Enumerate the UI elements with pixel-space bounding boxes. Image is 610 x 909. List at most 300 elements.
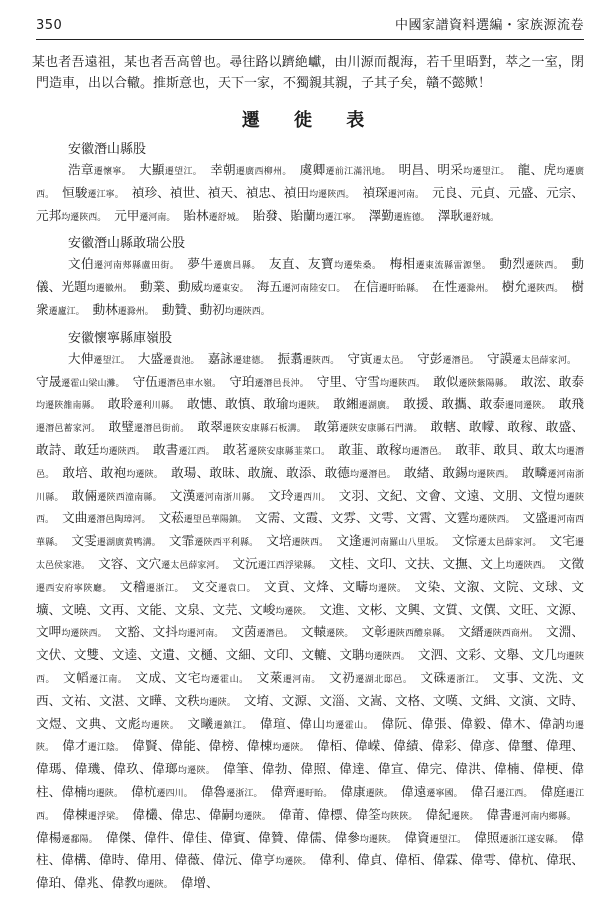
migration-entry <box>301 624 354 639</box>
person-name: 元良、元貞、元盛、元宗、元邦 <box>36 184 585 223</box>
person-name: 文稽 <box>119 578 146 594</box>
intro-paragraph: 某也者吾遠祖，某也者吾高曾也。尋往路以躋絶巘，由川源而覩海，若千里晤對，萃之一室，閉門造車，出以合轍。推斯意也，天下一家，不獨親其親，子其子矣，贛不懿歟！ <box>32 55 584 91</box>
person-name: 文轅 <box>300 624 327 640</box>
destination-note: 均遷陝西。 <box>61 629 107 640</box>
migration-entry <box>329 556 551 571</box>
destination-note: 遷望江。 <box>93 355 130 366</box>
destination-note: 遷河南。 <box>282 674 321 685</box>
book-title: 中國家譜資料選編・家族源流卷 <box>394 18 584 33</box>
person-name: 偉書 <box>486 806 513 822</box>
person-name: 禎琛 <box>362 184 388 200</box>
person-name: 文淵、文伏、文雙、文逵、文遺、文樋、文細、文印、文轆、文聃 <box>36 624 584 663</box>
migration-entry <box>487 351 576 366</box>
person-name: 文貢、文烽、文疇 <box>264 578 369 594</box>
destination-note: 均遷潛邑。 <box>350 469 396 480</box>
page-number: 350 <box>36 18 63 33</box>
destination-note: 遷江陰。 <box>87 743 125 754</box>
destination-note: 遷江西。 <box>178 446 215 457</box>
person-name: 文培 <box>266 533 292 549</box>
destination-note: 遷浙江。 <box>226 788 263 799</box>
destination-note: 遷陝安康縣韮菜口。 <box>248 446 331 457</box>
destination-note: 遷浮梁。 <box>87 811 125 822</box>
migration-entry <box>197 419 306 434</box>
migration-entry <box>108 396 179 411</box>
person-name: 文曦 <box>187 715 214 731</box>
destination-note: 均遷陝。 <box>368 583 407 594</box>
migration-entry <box>187 396 325 411</box>
destination-note: 遷寧國。 <box>426 788 463 799</box>
destination-note: 遷江西。 <box>36 788 584 822</box>
migration-entry <box>338 442 447 457</box>
destination-note: 均遷陝西。 <box>309 189 355 200</box>
destination-note: 均遷陝。 <box>288 401 326 412</box>
person-name: 文盛 <box>522 510 548 526</box>
destination-note: 遷潛邑陶璋河。 <box>87 515 151 526</box>
migration-entry <box>133 374 222 389</box>
destination-note: 均遷陝西。 <box>469 515 515 526</box>
person-name: 樹允 <box>501 279 528 295</box>
migration-entry <box>333 396 395 411</box>
destination-note: 均陝陝。 <box>380 811 418 822</box>
entry-indent <box>36 351 68 366</box>
migration-entry <box>98 556 224 571</box>
migration-entry <box>404 465 514 480</box>
person-name: 偉栢、偉嵘、偉績、偉彩、偉彦、偉璽、偉理、偉瑪、偉璣、偉玖、偉瑯 <box>36 738 585 777</box>
person-name: 敢第 <box>313 419 340 435</box>
person-name: 貽林 <box>183 207 209 223</box>
destination-note: 遷東流縣雷源堡。 <box>415 261 492 272</box>
section-title: 遷 徙 表 <box>241 110 379 131</box>
migration-entry <box>170 488 260 503</box>
migration-entry <box>187 716 252 731</box>
person-name: 在信 <box>353 279 379 295</box>
person-name: 敢培、敢袍 <box>62 464 127 480</box>
destination-note: 遷陝西。 <box>527 284 564 295</box>
person-name: 守謨 <box>486 350 513 366</box>
person-name: 文沅 <box>232 555 258 571</box>
migration-entry <box>109 419 190 434</box>
person-name: 海五 <box>256 279 282 295</box>
destination-note: 遷望邑華陽鎮。 <box>183 515 247 526</box>
migration-entry <box>132 807 271 822</box>
destination-note: 均遷霍山。 <box>325 720 374 731</box>
destination-note: 遷江南。 <box>89 674 128 685</box>
destination-note: 遷湖北邸邑。 <box>355 674 413 685</box>
person-name: 敢書 <box>153 441 179 457</box>
person-name: 文成、文宅 <box>135 669 201 685</box>
person-name: 敢菲、敢貝、敢太 <box>455 441 557 457</box>
migration-entry <box>271 784 333 799</box>
destination-note: 均遷望江。 <box>463 167 510 177</box>
person-name: 文容、文穴 <box>98 555 162 571</box>
person-name: 偉欉、偉忠、偉嗣 <box>132 806 235 822</box>
destination-note: 遷望江。 <box>429 834 467 845</box>
destination-note: 遷霍山梁山灘。 <box>61 378 125 389</box>
person-name: 文逢 <box>336 533 362 549</box>
destination-note: 遷河南浙川縣。 <box>36 469 585 503</box>
migration-entry <box>153 442 215 457</box>
entry-indent <box>36 162 68 177</box>
destination-note: 均遷陝。 <box>199 697 236 708</box>
person-name: 偉康 <box>340 783 366 799</box>
destination-note: 遷太邑薛家河。 <box>512 355 577 366</box>
destination-note: 均遷徽州。 <box>86 284 132 295</box>
migration-entry <box>433 374 513 389</box>
person-name: 振翥 <box>277 350 303 366</box>
migration-entry <box>72 488 162 503</box>
migration-entry <box>471 784 533 799</box>
migration-entry <box>68 256 179 271</box>
person-name: 偉柱、偉構、偉時、偉用、偉薇、偉沅、偉亨 <box>36 829 584 868</box>
person-name: 文堉、文源、文淄、文嵩、文格、文嘆、文緝、文演、文時、文煜、文典、文彪 <box>36 692 585 731</box>
migration-entry <box>389 256 491 271</box>
person-name: 偉阮、偉張、偉毅、偉木、偉訥 <box>381 715 566 731</box>
person-name: 敢緖、敢錫 <box>403 464 468 480</box>
destination-note: 遷陝西。 <box>291 538 329 549</box>
person-name: 文桂、文印、文扶、文撫、文上 <box>328 555 506 571</box>
migration-entry <box>229 374 309 389</box>
person-name: 文染、文溆、文院、文球、文壙、文曉、文再、文能、文泉、文芫、文峻 <box>36 578 584 617</box>
migration-entry <box>300 162 391 177</box>
person-name: 動儀、光題 <box>36 256 584 295</box>
destination-note: 遷江西。 <box>496 788 533 799</box>
person-name: 貽發、貽蘭 <box>252 207 316 223</box>
person-name: 梅相 <box>389 256 416 272</box>
migration-entry <box>253 208 361 223</box>
migration-entry <box>336 533 444 548</box>
person-name: 偉增、 <box>180 875 219 891</box>
migration-entry <box>138 351 200 366</box>
destination-note: 遷四川。 <box>156 788 193 799</box>
person-name: 偉庭 <box>540 783 566 799</box>
destination-note: 遷舒城。 <box>462 212 499 223</box>
destination-note: 遷袁口。 <box>218 583 256 594</box>
destination-note: 均遷陝。 <box>272 743 309 754</box>
migration-entry <box>499 256 563 271</box>
destination-note: 遷陝安康縣石門溝。 <box>339 424 423 435</box>
destination-note: 遷湖廣黄鸭溝。 <box>96 538 161 549</box>
person-name: 浩章 <box>68 162 94 177</box>
branch-title: 安徽潛山縣敢瑞公股 <box>68 236 186 252</box>
destination-note: 遷滁州。 <box>457 284 494 295</box>
destination-note: 均遷陝。 <box>275 606 312 617</box>
destination-note: 均遷陝西。 <box>61 212 107 223</box>
person-name: 偉才 <box>62 738 88 754</box>
destination-note: 遷鄱陽。 <box>61 834 98 845</box>
person-name: 文茵 <box>231 624 257 640</box>
migration-entry <box>139 162 202 177</box>
migration-entry <box>369 208 430 223</box>
person-name: 偉筆、偉勃、偉照、偉達、偉宣、偉完、偉洪、偉楠、偉梗、偉柱、偉楠 <box>36 761 585 799</box>
migration-entry <box>114 208 175 223</box>
destination-note: 遷浙江遂安縣。 <box>499 834 564 845</box>
migration-entry <box>62 807 124 822</box>
person-name: 敢倆 <box>71 487 98 503</box>
migration-entry <box>68 351 130 366</box>
destination-note: 遷太邑薛家河。 <box>477 538 542 549</box>
person-name: 守彭 <box>417 350 443 366</box>
destination-note: 遷河南羅山八里坂。 <box>361 538 445 549</box>
migration-entry <box>93 302 154 317</box>
person-name: 文豁、文抖 <box>114 624 178 640</box>
person-name: 偉利、偉貞、偉栢、偉霖、偉雩、偉杭、偉珉、偉珀、偉兆、偉教 <box>36 852 584 891</box>
migration-entry <box>260 716 374 731</box>
migration-entry <box>452 533 541 548</box>
migration-entry <box>131 784 193 799</box>
destination-note: 遷滁州。 <box>117 306 154 317</box>
migration-entry <box>187 256 260 271</box>
migration-entry <box>171 465 396 480</box>
destination-note: 遷鎮江。 <box>213 720 252 731</box>
destination-note: 遷潛邑街前。 <box>134 424 190 435</box>
destination-note: 遷西安府寧陝廳。 <box>36 583 112 594</box>
destination-note: 均遷陝。 <box>126 469 164 480</box>
destination-note: 均遷陝。 <box>177 766 216 777</box>
destination-note: 遷陝西。 <box>302 355 340 366</box>
migration-entry <box>399 162 510 177</box>
destination-note: 遷西川。 <box>293 492 331 503</box>
person-name: 文漢 <box>169 487 196 503</box>
migration-entry <box>169 533 258 548</box>
destination-note: 遷陝西潼南縣。 <box>97 492 162 503</box>
migration-entry <box>257 670 321 685</box>
migration-entry <box>208 351 270 366</box>
migration-entry <box>314 419 423 434</box>
destination-note: 均遷廣西。 <box>36 167 584 200</box>
destination-note: 均遷陝。 <box>36 720 585 754</box>
person-name: 偉紀 <box>425 806 452 822</box>
destination-note: 均遷陝西。 <box>379 378 426 389</box>
destination-note: 均遷潛邑。 <box>401 446 448 457</box>
destination-note: 均遷陝。 <box>136 880 173 891</box>
person-name: 虞卿 <box>299 162 326 177</box>
destination-note: 遷廣西柳州。 <box>235 167 292 177</box>
person-name: 偉資 <box>404 829 430 845</box>
destination-note: 遷湖廣。 <box>358 401 396 412</box>
person-name: 友直、友寶 <box>268 256 335 272</box>
person-name: 偉莆、偉標、偉筌 <box>279 806 381 822</box>
person-name: 偉賢、偉能、偉榜、偉棟 <box>132 738 273 754</box>
person-name: 偉杭 <box>131 783 157 799</box>
migration-entry <box>181 875 219 890</box>
person-name: 偉魯 <box>200 783 227 799</box>
person-name: 夢牛 <box>187 256 214 272</box>
migration-entry <box>458 624 538 639</box>
destination-note: 均遷江寧。 <box>315 212 361 223</box>
person-name: 動業、動威 <box>140 279 204 295</box>
destination-note: 遷懷寧。 <box>93 167 132 177</box>
person-name: 文雯 <box>71 533 97 549</box>
person-name: 偉照 <box>474 829 500 845</box>
destination-note: 遷浙江。 <box>446 674 485 685</box>
migration-entry <box>361 624 450 639</box>
destination-note: 遷舒城。 <box>208 212 245 223</box>
person-name: 文徵 <box>558 555 584 571</box>
migration-entry <box>162 302 270 317</box>
destination-note: 遷陝安康縣石板溝。 <box>223 424 306 435</box>
migration-entry <box>36 374 125 389</box>
person-name: 文彰 <box>361 624 387 640</box>
migration-entry <box>279 807 418 822</box>
person-name: 守珀 <box>229 373 255 389</box>
destination-note: 均遷陝西。 <box>36 492 584 526</box>
person-name: 文幍 <box>63 669 90 685</box>
destination-note: 遷太邑薛家河。 <box>161 560 225 571</box>
person-name: 敢韮、敢稼 <box>338 441 402 457</box>
migration-entry <box>269 256 382 271</box>
branch-title: 安徽潛山縣股 <box>68 142 147 157</box>
destination-note: 遷陝西。 <box>525 261 564 272</box>
migration-entry <box>115 624 224 639</box>
destination-note: 遷貴池。 <box>163 355 200 366</box>
destination-note: 均遷陝西。 <box>505 560 551 571</box>
person-name: 禎珍、禎世、禎天、禎忠、禎田 <box>131 184 310 200</box>
destination-note: 遷陝紫陽縣。 <box>458 378 513 389</box>
migration-entry <box>62 185 124 200</box>
migration-entry <box>120 579 184 594</box>
destination-note: 遷河南西華縣。 <box>36 515 585 549</box>
migration-entry <box>36 830 98 845</box>
header-rule <box>36 39 584 40</box>
destination-note: 遷潛邑蓄家河。 <box>36 424 101 435</box>
migration-entry <box>420 670 484 685</box>
destination-note: 遷浙江。 <box>146 583 184 594</box>
migration-entry <box>159 510 247 525</box>
destination-note: 遷河南浙川縣。 <box>195 492 261 503</box>
destination-note: 遷太邑侯家港。 <box>36 538 584 571</box>
destination-note: 遷利川縣。 <box>133 401 179 412</box>
migration-entry <box>183 208 244 223</box>
person-name: 文泗、文彩、文舉、文几 <box>417 647 557 663</box>
destination-note: 遷江寧。 <box>87 189 124 200</box>
destination-note: 遷廬江。 <box>48 306 85 317</box>
person-name: 文菘 <box>158 510 184 526</box>
destination-note: 均遷柴桑。 <box>334 261 382 272</box>
migration-entry <box>255 510 515 525</box>
person-name: 文曲 <box>62 510 88 526</box>
destination-note: 遷陝。 <box>451 811 479 822</box>
destination-note: 遷同遷陝。 <box>505 401 551 412</box>
destination-note: 均遷陝。 <box>234 811 271 822</box>
destination-note: 遷潛邑。 <box>256 629 293 640</box>
person-name: 文悰 <box>452 533 478 549</box>
destination-note: 均遷陝雒南縣。 <box>36 401 100 412</box>
destination-note: 均遷陝。 <box>275 857 312 868</box>
migration-entry <box>223 442 330 457</box>
person-name: 動贊、動初 <box>161 301 225 317</box>
destination-note: 遷河南陸安口。 <box>281 284 346 295</box>
person-name: 大盛 <box>137 350 164 366</box>
migration-entry <box>317 374 425 389</box>
destination-note: 遷陝。 <box>326 629 354 640</box>
migration-entry <box>404 830 466 845</box>
person-name: 文萊 <box>256 669 283 685</box>
person-name: 澤勤 <box>368 207 394 223</box>
person-name: 敢璧 <box>108 419 135 435</box>
migration-entry <box>426 807 479 822</box>
destination-note: 均遷霍山。 <box>201 674 249 685</box>
migration-entry <box>140 279 249 294</box>
branch-title: 安徽懷寧縣庫嶺股 <box>68 330 173 346</box>
migration-entry <box>231 624 293 639</box>
person-name: 敢轄、敢幪、敢稼、敢盛、敢詩、敢廷 <box>36 419 585 457</box>
person-name: 動烈 <box>499 256 526 272</box>
person-name: 敢浤、敢泰 <box>520 373 584 389</box>
entry-indent <box>36 256 68 271</box>
person-name: 偉齊 <box>270 783 296 799</box>
person-name: 守伍 <box>132 373 158 389</box>
migration-entry <box>201 784 263 799</box>
destination-note: 遷河南郟縣盧田街。 <box>94 261 180 272</box>
migration-entry <box>210 162 292 177</box>
person-name: 偉棟 <box>62 806 88 822</box>
person-name: 守寅 <box>347 350 373 366</box>
person-name: 敢瑒、敢昧、敢旒、敢添、敢德 <box>171 464 351 480</box>
person-name: 樹衆 <box>36 279 584 317</box>
migration-entry <box>135 670 248 685</box>
migration-entry <box>487 807 576 822</box>
migration-entry <box>132 738 309 753</box>
person-name: 元甲 <box>114 207 140 223</box>
migration-entry <box>62 510 150 525</box>
destination-note: 遷前江滿汛地。 <box>325 167 391 177</box>
migration-entry <box>401 784 463 799</box>
destination-note: 均遷陝。 <box>359 834 397 845</box>
person-name: 文伯 <box>68 256 95 272</box>
person-name: 文進、文彬、文興、文質、文僎、文旺、文源、文呷 <box>36 601 584 640</box>
destination-note: 遷望江。 <box>164 167 203 177</box>
migration-entry <box>68 162 131 177</box>
person-name: 敢飛 <box>558 396 585 412</box>
destination-note: 遷太邑。 <box>372 355 410 366</box>
person-name: 文霏 <box>168 533 195 549</box>
migration-entry <box>417 351 479 366</box>
person-name: 文需、文霞、文雰、文雩、文霄、文霆 <box>254 510 470 526</box>
migration-entry <box>71 533 160 548</box>
migration-entry <box>192 579 256 594</box>
person-name: 偉遠 <box>401 783 427 799</box>
migration-entry <box>268 488 331 503</box>
person-name: 敢翠 <box>197 419 224 435</box>
person-name: 守里、守雪 <box>316 373 380 389</box>
migration-entries <box>36 160 584 228</box>
destination-note: 均遷陝。 <box>86 788 124 799</box>
migration-entry <box>502 279 564 294</box>
migration-entry <box>132 185 355 200</box>
destination-note: 遷盱眙縣。 <box>378 284 425 295</box>
person-name: 偉傑、偉件、偉佳、偉賓、偉贊、偉儒、偉參 <box>105 829 360 845</box>
destination-note: 遷廣昌縣。 <box>213 261 261 272</box>
person-name: 文宅 <box>549 533 575 549</box>
migration-entry <box>347 351 409 366</box>
person-name: 在性 <box>432 279 458 295</box>
migration-entry <box>403 396 550 411</box>
person-name: 文羽、文紀、文會、文遠、文朋、文愷 <box>338 487 557 503</box>
person-name: 明昌、明采 <box>398 162 464 177</box>
migration-entry <box>264 579 407 594</box>
migration-entry <box>232 556 320 571</box>
person-name: 敢聆 <box>107 396 134 412</box>
person-name: 敢似 <box>433 373 459 389</box>
person-name: 敢疄 <box>521 464 548 480</box>
destination-note: 遷潛邑長沖。 <box>254 378 309 389</box>
migration-entry <box>329 670 412 685</box>
destination-note: 遷陝西平利縣。 <box>194 538 259 549</box>
person-name: 敢援、敢攜、敢泰 <box>403 396 506 412</box>
migration-entry <box>277 351 339 366</box>
person-name: 敢緗 <box>333 396 359 412</box>
migration-entry <box>353 279 424 294</box>
